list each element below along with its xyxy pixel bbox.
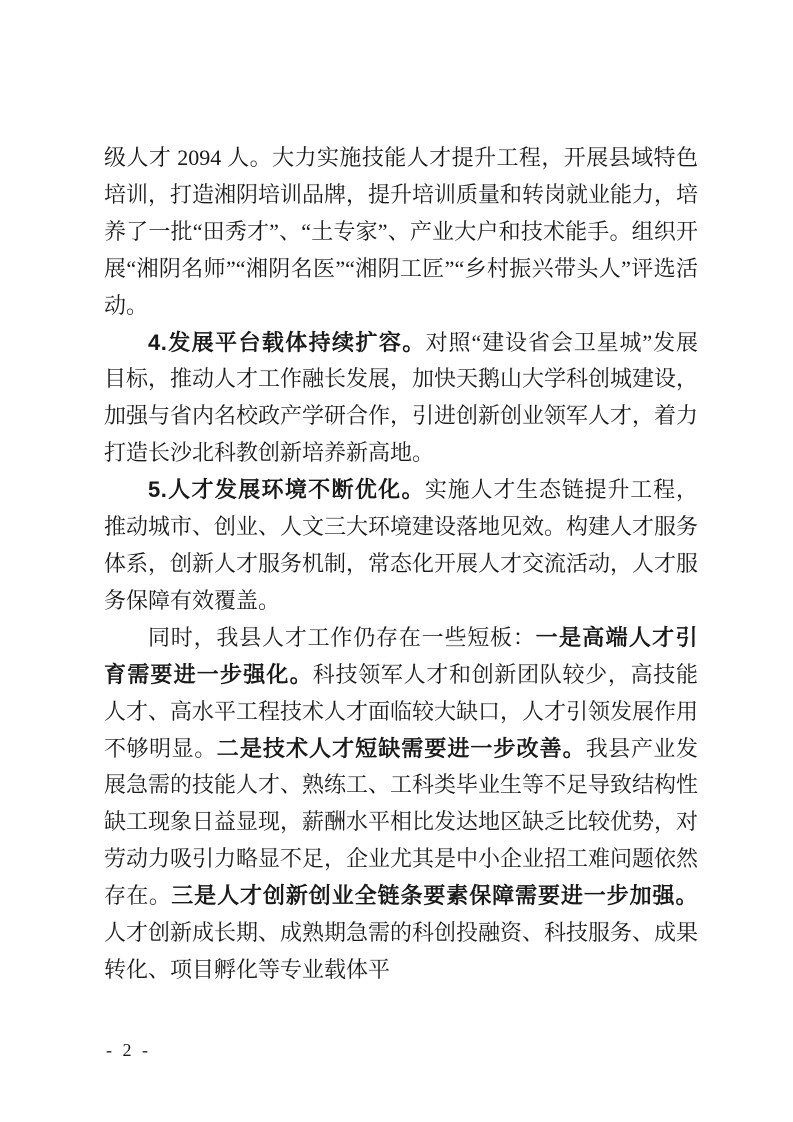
paragraph-text: 人才创新成长期、成熟期急需的科创投融资、科技服务、成果转化、项目孵化等专业载体平 [104,920,699,982]
paragraph-text: 实施人才生态链提升工程，推动城市、创业、人文三大环境建设落地见效。构建人才服务体系，创新人才服务机制，常态化开展人才交流活动，人才服务保障有效覆盖。 [104,477,699,613]
paragraph-shortcomings [104,620,698,989]
run-in-heading: 5.人才发展环境不断优化。 [148,477,425,503]
paragraph-continuation [104,140,698,325]
paragraph-item-5 [104,472,698,620]
paragraph-item-4 [104,325,698,473]
paragraph-text: 同时，我县人才工作仍存在一些短板： [148,624,536,650]
run-in-heading: 4.发展平台载体持续扩容。 [148,329,426,355]
run-in-heading: 一是高端人才引育需要进一步强化。 [104,624,698,687]
paragraph-text: 我县产业发展急需的技能人才、熟练工、工科类毕业生等不足导致结构性缺工现象日益显现，薪酬水平相比发达地区缺乏比较优势，对劳动力吸引力略显不足，企业尤其是中小企业招工难问题依然存在。 [104,735,699,909]
paragraph-text: 对照“建设省会卫星城”发展目标，推动人才工作融长发展，加快天鹅山大学科创城建设，加强与省内名校政产学研合作，引进创新创业领军人才，着力打造长沙北科教创新培养新高地。 [104,329,699,466]
page-number: - 2 - [106,1040,151,1060]
document-body [104,140,698,989]
run-in-heading: 三是人才创新创业全链条要素保障需要进一步加强。 [171,883,698,909]
paragraph-text: 级人才 2094 人。大力实施技能人才提升工程，开展县域特色培训，打造湘阴培训品牌，提升培训质量和转岗就业能力，培养了一批“田秀才”、“土专家”、产业大户和技术能手。组织开展“湘阴名师”“湘阴名医”“湘阴工匠”“乡村振兴带头人”评选活动。 [104,145,699,318]
run-in-heading: 二是技术人才短缺需要进一步改善。 [216,735,586,761]
paragraph-text: 科技领军人才和创新团队较少，高技能人才、高水平工程技术人才面临较大缺口，人才引领发展作用不够明显。 [104,661,699,761]
